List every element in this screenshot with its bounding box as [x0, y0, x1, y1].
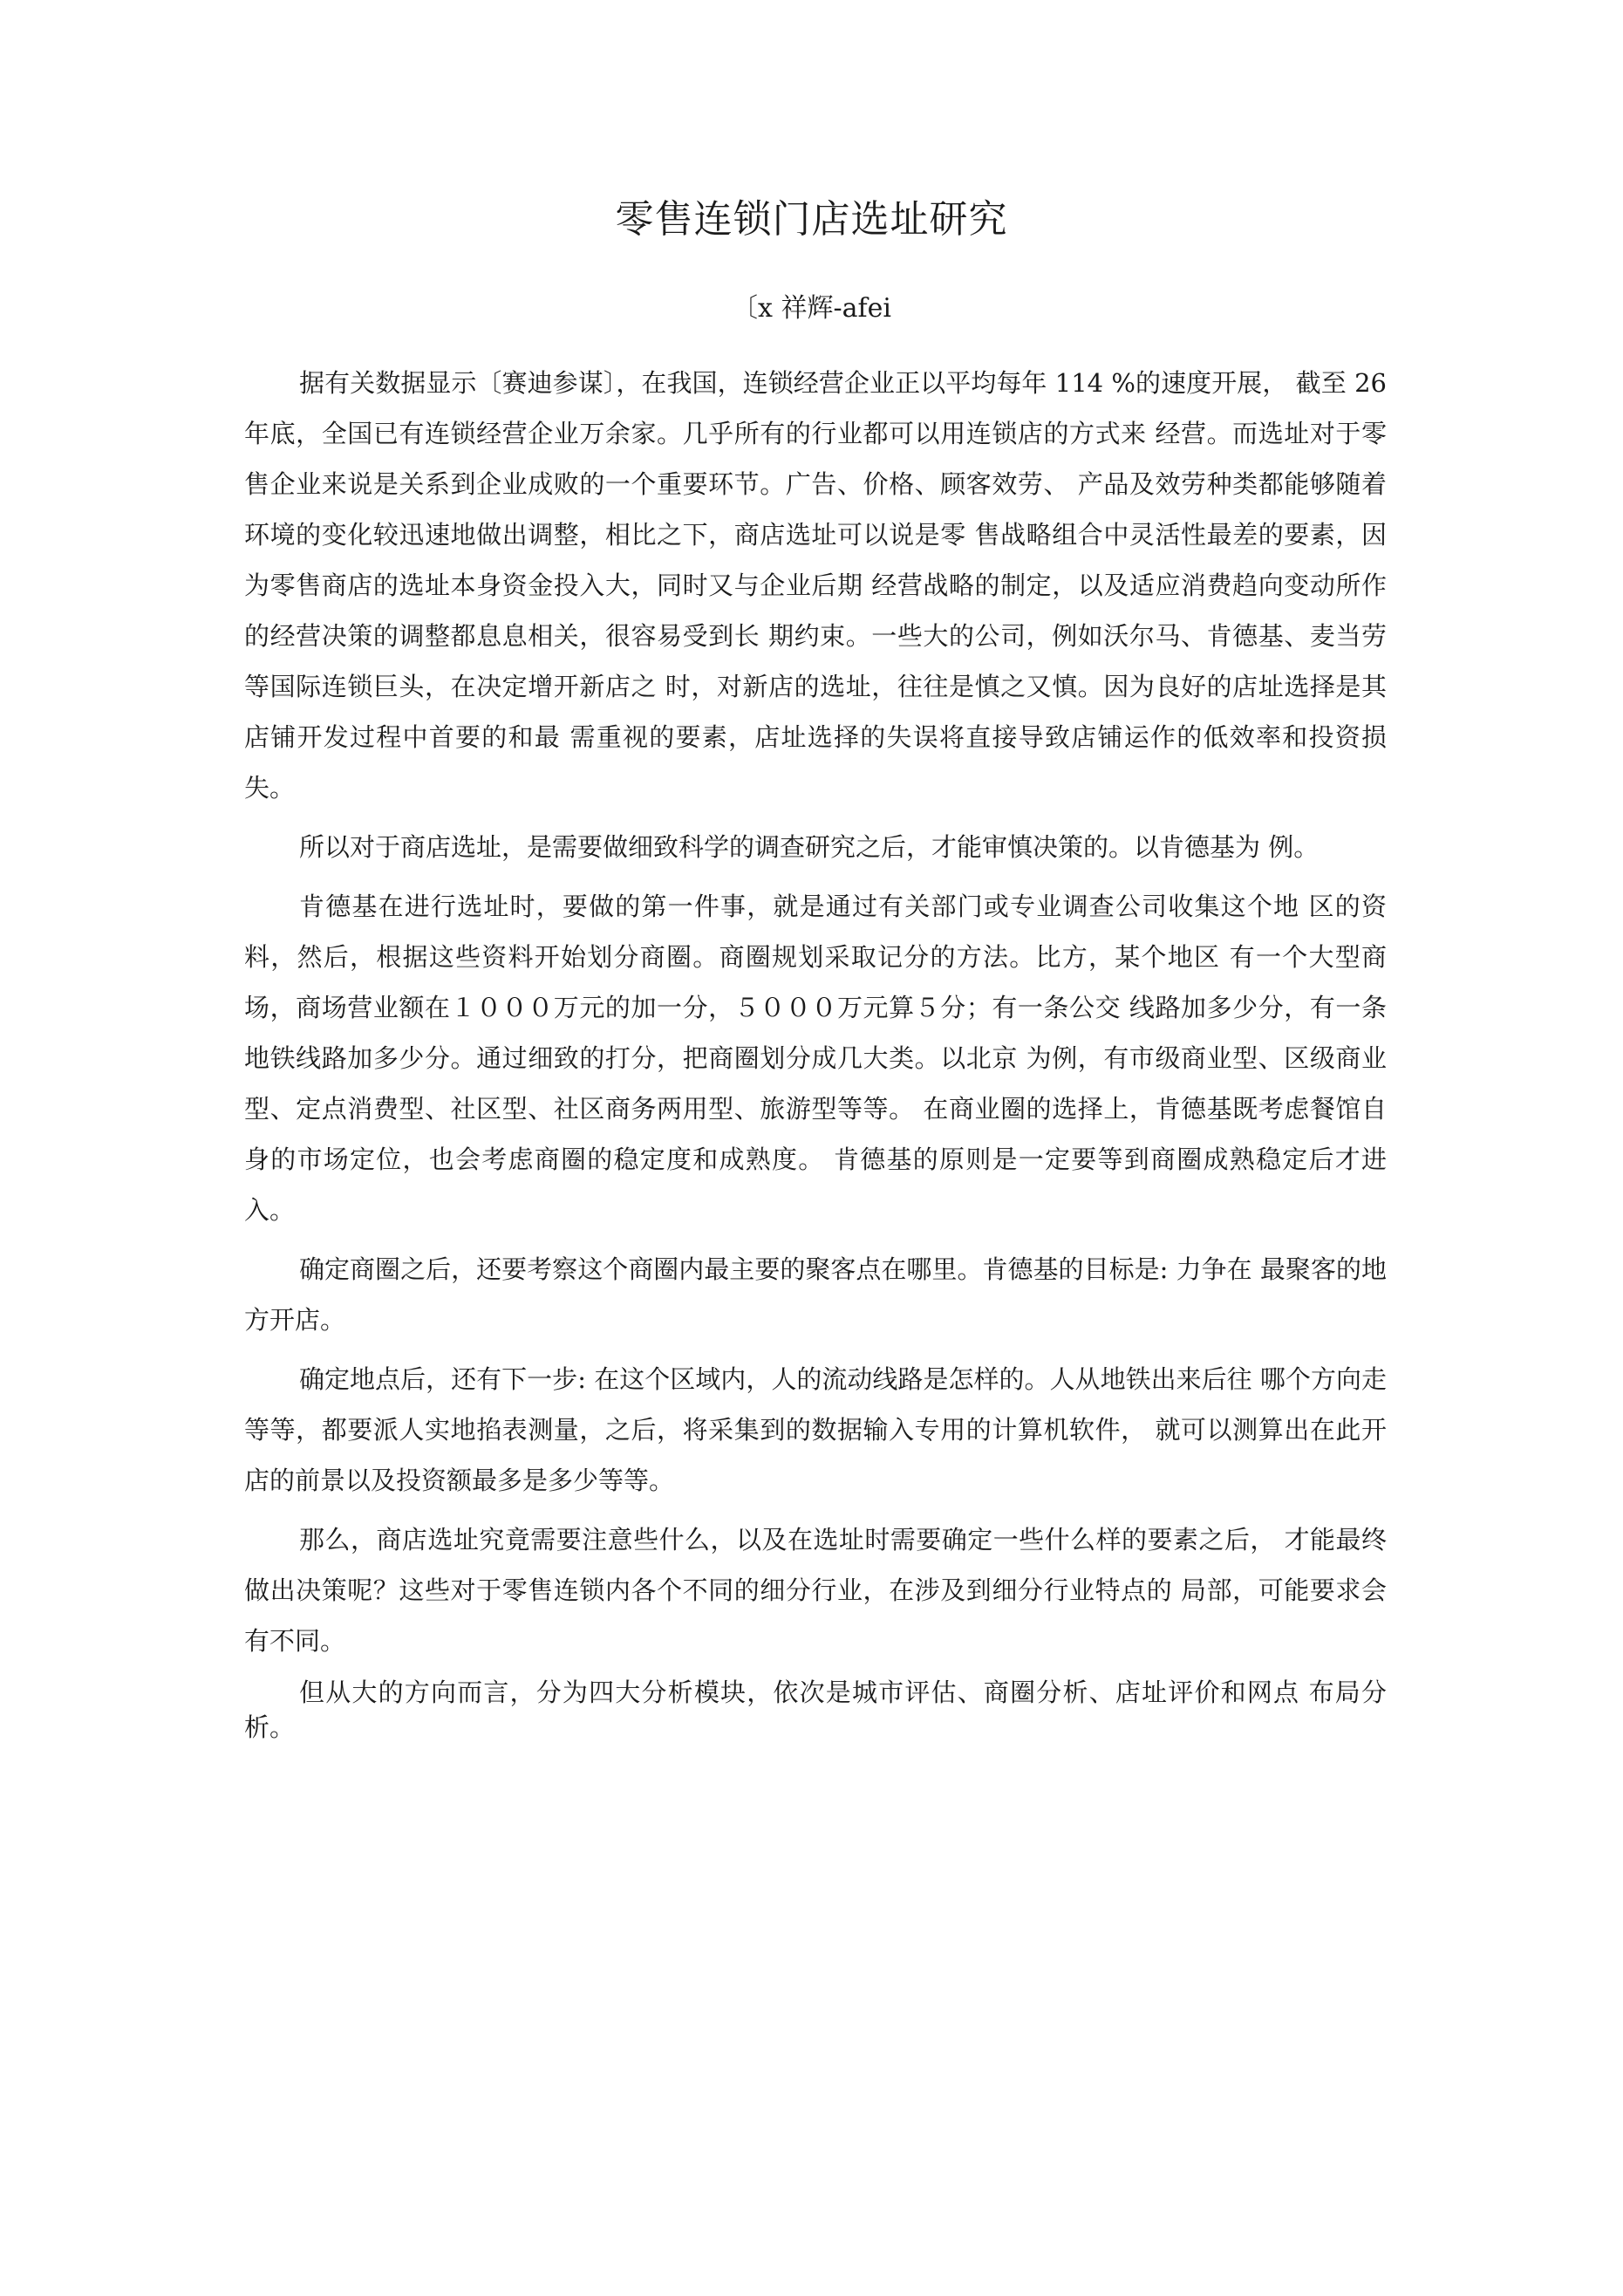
paragraph-5: 确定地点后，还有下一步: 在这个区域内，人的流动线路是怎样的。人从地铁出来后往 哪个方向走等等，都要派人实地掐表测量，之后，将采集到的数据输入专用的计算机软件， 就可以测算出在此开店的前景以及投资额最多是多少等等。 — [244, 1364, 1387, 1495]
paragraph-3: 肯德基在进行选址时，要做的第一件事，就是通过有关部门或专业调查公司收集这个地 区的资料，然后，根据这些资料开始划分商圈。商圈规划采取记分的方法。比方，某个地区 有一个大型商场，商场营业额在１０００万元的加一分，５０００万元算５分；有一条公交 线路加多少分，有一条地铁线路加多少分。通过细致的打分，把商圈划分成几大类。以北京 为例，有市级商业型、区级商业型、定点消费型、社区型、社区商务两用型、旅游型等等。 在商业圈的选择上，肯德基既考虑餐馆自身的市场定位，也会考虑商圈的稳定度和成熟度。 肯德基的原则是一定要等到商圈成熟稳定后才进入。 — [244, 892, 1387, 1225]
paragraph-7: 但从大的方向而言，分为四大分析模块，依次是城市评估、商圈分析、店址评价和网点 布局分析。 — [244, 1678, 1387, 1742]
body-text — [244, 358, 1387, 1753]
document-title: 零售连锁门店选址研究 — [615, 197, 1008, 242]
paragraph-2: 所以对于商店选址，是需要做细致科学的调查研究之后，才能审慎决策的。以肯德基为 例。 — [299, 832, 1320, 862]
paragraph-6: 那么，商店选址究竟需要注意些什么，以及在选址时需要确定一些什么样的要素之后， 才能最终做出决策呢？这些对于零售连锁内各个不同的细分行业，在涉及到细分行业特点的 局部，可能要求会有不同。 — [244, 1525, 1387, 1656]
author-line: 〔x 祥辉-afei — [732, 293, 891, 324]
paragraph-4: 确定商圈之后，还要考察这个商圈内最主要的聚客点在哪里。肯德基的目标是: 力争在 最聚客的地方开店。 — [244, 1254, 1387, 1335]
paragraph-1: 据有关数据显示〔赛迪参谋〕，在我国，连锁经营企业正以平均每年 114 %的速度开展， 截至 26 年底，全国已有连锁经营企业万余家。几乎所有的行业都可以用连锁店的方式来 经营。而选址对于零售企业来说是关系到企业成败的一个重要环节。广告、价格、顾客效劳、 产品及效劳种类都能够随着环境的变化较迅速地做出调整，相比之下，商店选址可以说是零 售战略组合中灵活性最差的要素，因为零售商店的选址本身资金投入大，同时又与企业后期 经营战略的制定，以及适应消费趋向变动所作的经营决策的调整都息息相关，很容易受到长 期约束。一些大的公司，例如沃尔马、肯德基、麦当劳等国际连锁巨头，在决定增开新店之 时，对新店的选址，往往是慎之又慎。因为良好的店址选择是其店铺开发过程中首要的和最 需重视的要素，店址选择的失误将直接导致店铺运作的低效率和投资损失。 — [244, 368, 1387, 803]
